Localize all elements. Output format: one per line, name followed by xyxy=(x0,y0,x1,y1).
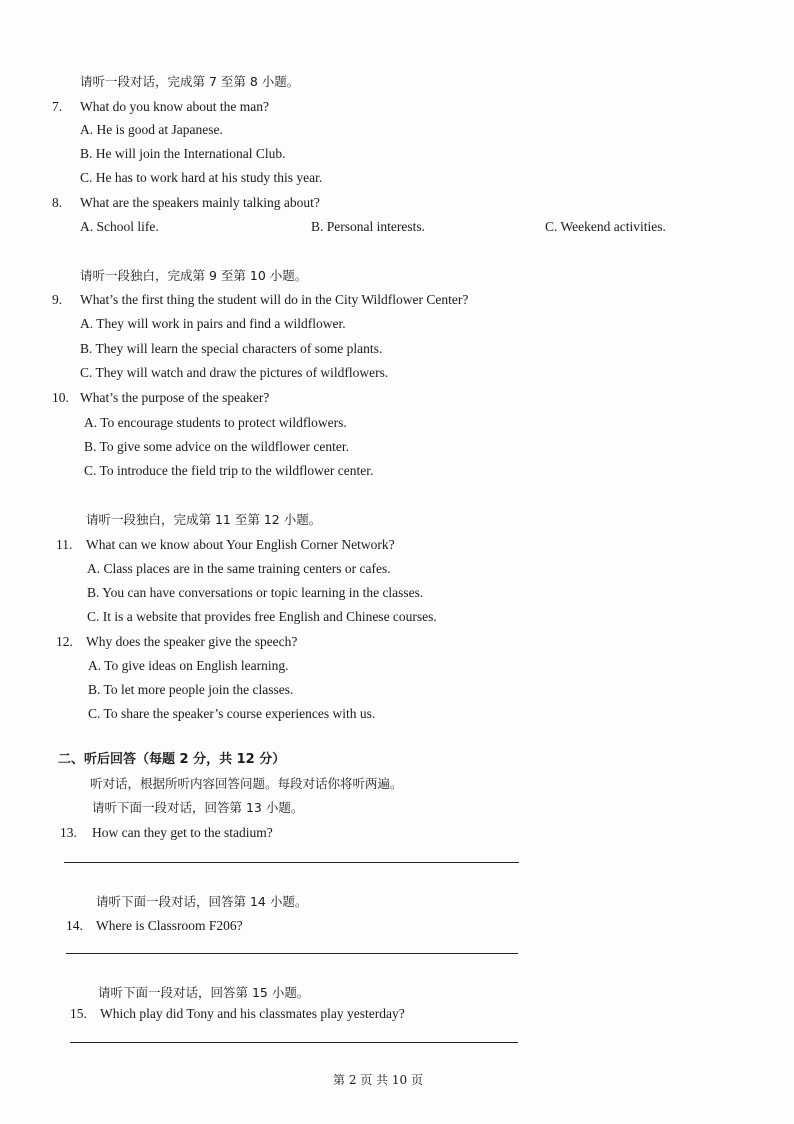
q9-option-c: C. They will watch and draw the pictures of wildflowers. xyxy=(80,365,389,380)
question-11-number: 11. xyxy=(56,537,73,552)
part-two-intro: 听对话，根据所听内容回答问题。每段对话你将听两遍。 xyxy=(90,776,403,791)
question-15-text: Which play did Tony and his classmates play yesterday? xyxy=(100,1006,405,1021)
question-10-text: What’s the purpose of the speaker? xyxy=(80,390,270,405)
q7-option-c: C. He has to work hard at his study this year. xyxy=(80,170,323,185)
q11-option-c: C. It is a website that provides free English and Chinese courses. xyxy=(87,609,437,624)
question-14-number: 14. xyxy=(66,918,83,933)
q11-option-a: A. Class places are in the same training centers or cafes. xyxy=(87,561,391,576)
q10-option-a: A. To encourage students to protect wildflowers. xyxy=(84,415,347,430)
q10-option-c: C. To introduce the field trip to the wildflower center. xyxy=(84,463,374,478)
q8-option-c: C. Weekend activities. xyxy=(545,219,666,234)
question-9-number: 9. xyxy=(52,292,63,307)
question-15-number: 15. xyxy=(70,1006,87,1021)
instruction-11-12: 请听一段独白，完成第 11 至第 12 小题。 xyxy=(86,512,322,527)
q8-option-b: B. Personal interests. xyxy=(311,219,425,234)
q12-option-b: B. To let more people join the classes. xyxy=(88,682,294,697)
q12-option-c: C. To share the speaker’s course experiences with us. xyxy=(88,706,376,721)
question-13-text: How can they get to the stadium? xyxy=(92,825,273,840)
question-7-text: What do you know about the man? xyxy=(80,99,269,114)
question-8-number: 8. xyxy=(52,195,63,210)
answer-line-15[interactable] xyxy=(70,1042,518,1043)
q11-option-b: B. You can have conversations or topic learning in the classes. xyxy=(87,585,424,600)
q9-option-a: A. They will work in pairs and find a wildflower. xyxy=(80,316,346,331)
instruction-15: 请听下面一段对话，回答第 15 小题。 xyxy=(98,985,310,1000)
question-13-number: 13. xyxy=(60,825,77,840)
q12-option-a: A. To give ideas on English learning. xyxy=(88,658,289,673)
question-8-text: What are the speakers mainly talking about? xyxy=(80,195,320,210)
question-14-text: Where is Classroom F206? xyxy=(96,918,243,933)
question-9-text: What’s the first thing the student will do in the City Wildflower Center? xyxy=(80,292,469,307)
part-two-heading: 二、听后回答（每题 2 分，共 12 分） xyxy=(58,752,286,767)
instruction-9-10: 请听一段独白，完成第 9 至第 10 小题。 xyxy=(80,268,308,283)
page-number: 第 2 页 共 10 页 xyxy=(333,1073,423,1087)
question-10-number: 10. xyxy=(52,390,69,405)
question-11-text: What can we know about Your English Corner Network? xyxy=(86,537,395,552)
answer-line-14[interactable] xyxy=(66,953,518,954)
q8-option-a: A. School life. xyxy=(80,219,159,234)
instruction-14: 请听下面一段对话，回答第 14 小题。 xyxy=(96,894,308,909)
answer-line-13[interactable] xyxy=(64,862,519,863)
question-12-number: 12. xyxy=(56,634,73,649)
question-7-number: 7. xyxy=(52,99,63,114)
q9-option-b: B. They will learn the special characters of some plants. xyxy=(80,341,383,356)
instruction-7-8: 请听一段对话，完成第 7 至第 8 小题。 xyxy=(80,74,300,89)
q7-option-a: A. He is good at Japanese. xyxy=(80,122,223,137)
q10-option-b: B. To give some advice on the wildflower center. xyxy=(84,439,349,454)
question-12-text: Why does the speaker give the speech? xyxy=(86,634,298,649)
instruction-13: 请听下面一段对话，回答第 13 小题。 xyxy=(92,800,304,815)
q7-option-b: B. He will join the International Club. xyxy=(80,146,286,161)
